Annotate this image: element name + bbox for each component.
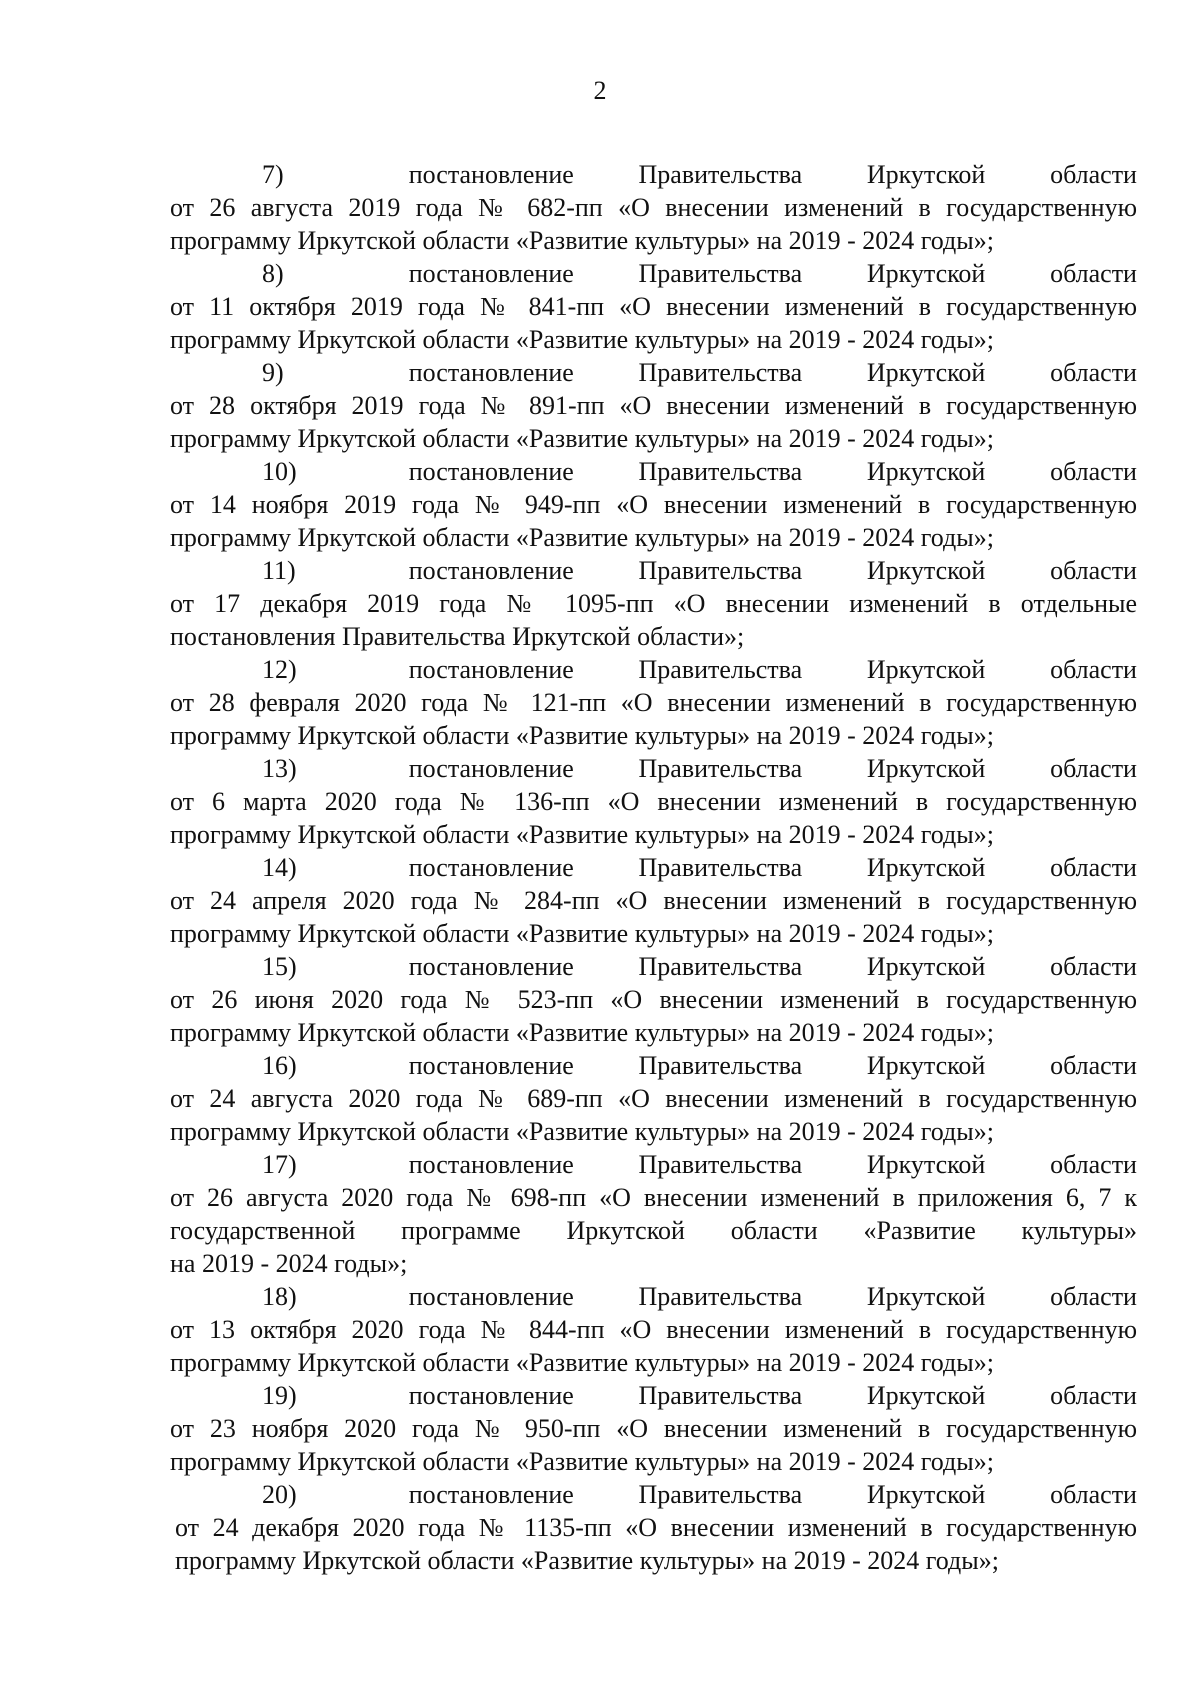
heading-word: Иркутской <box>866 1480 986 1509</box>
item-line: от 6 марта 2020 года № 136-пп «О внесении изменений в государственную <box>170 787 1137 816</box>
heading-word: постановление <box>408 1051 574 1080</box>
item-line: программу Иркутской области «Развитие культуры» на 2019 - 2024 годы»; <box>170 1348 994 1377</box>
list-item <box>170 1049 1137 1148</box>
document-body <box>170 158 1137 1577</box>
item-line: постановления Правительства Иркутской области»; <box>170 622 745 651</box>
list-item <box>170 1379 1137 1478</box>
heading-word: Правительства <box>638 754 803 783</box>
item-number: 7) <box>262 160 284 189</box>
item-line: программу Иркутской области «Развитие культуры» на 2019 - 2024 годы»; <box>170 1018 994 1047</box>
item-line: от 23 ноября 2020 года № 950-пп «О внесении изменений в государственную <box>170 1414 1137 1443</box>
item-line: программу Иркутской области «Развитие культуры» на 2019 - 2024 годы»; <box>170 523 994 552</box>
heading-word: постановление <box>408 754 574 783</box>
item-heading <box>170 851 1137 884</box>
heading-word: области <box>1050 853 1137 882</box>
item-line: программу Иркутской области «Развитие культуры» на 2019 - 2024 годы»; <box>170 721 994 750</box>
list-item <box>170 1280 1137 1379</box>
list-item <box>170 455 1137 554</box>
item-line: программу Иркутской области «Развитие культуры» на 2019 - 2024 годы»; <box>170 1117 994 1146</box>
heading-word: области <box>1050 655 1137 684</box>
list-item <box>170 653 1137 752</box>
heading-word: области <box>1050 1150 1137 1179</box>
heading-word: Правительства <box>638 853 803 882</box>
heading-word: Иркутской <box>866 853 986 882</box>
item-heading <box>170 653 1137 686</box>
heading-word: области <box>1050 1480 1137 1509</box>
item-line: программу Иркутской области «Развитие культуры» на 2019 - 2024 годы»; <box>170 919 994 948</box>
item-line: программу Иркутской области «Развитие культуры» на 2019 - 2024 годы»; <box>170 226 994 255</box>
item-number: 10) <box>262 457 297 486</box>
heading-word: Иркутской <box>866 457 986 486</box>
heading-word: постановление <box>408 1282 574 1311</box>
heading-word: Правительства <box>638 259 803 288</box>
heading-word: постановление <box>408 358 574 387</box>
heading-word: Правительства <box>638 556 803 585</box>
heading-word: постановление <box>408 160 574 189</box>
heading-word: области <box>1050 457 1137 486</box>
list-item <box>170 950 1137 1049</box>
list-item <box>170 158 1137 257</box>
heading-word: Правительства <box>638 1480 803 1509</box>
heading-word: постановление <box>408 1480 574 1509</box>
heading-word: области <box>1050 1381 1137 1410</box>
item-line: на 2019 - 2024 годы»; <box>170 1249 408 1278</box>
item-number: 19) <box>262 1381 297 1410</box>
heading-word: постановление <box>408 1381 574 1410</box>
item-number: 9) <box>262 358 284 387</box>
heading-word: Правительства <box>638 1282 803 1311</box>
heading-word: постановление <box>408 655 574 684</box>
item-line: от 14 ноября 2019 года № 949-пп «О внесении изменений в государственную <box>170 490 1137 519</box>
list-item <box>170 851 1137 950</box>
heading-word: Правительства <box>638 1150 803 1179</box>
heading-word: Иркутской <box>866 1150 986 1179</box>
list-item <box>170 1478 1137 1577</box>
item-line: от 28 февраля 2020 года № 121-пп «О внесении изменений в государственную <box>170 688 1137 717</box>
heading-word: Правительства <box>638 1381 803 1410</box>
item-heading <box>170 1379 1137 1412</box>
item-line: программу Иркутской области «Развитие культуры» на 2019 - 2024 годы»; <box>170 820 994 849</box>
item-number: 16) <box>262 1051 297 1080</box>
item-heading <box>170 455 1137 488</box>
heading-word: Иркутской <box>866 358 986 387</box>
heading-word: Правительства <box>638 358 803 387</box>
item-line: программу Иркутской области «Развитие культуры» на 2019 - 2024 годы»; <box>175 1546 999 1575</box>
item-heading <box>170 1049 1137 1082</box>
heading-word: Иркутской <box>866 1381 986 1410</box>
item-number: 15) <box>262 952 297 981</box>
item-heading <box>170 1280 1137 1313</box>
list-item <box>170 554 1137 653</box>
heading-word: области <box>1050 259 1137 288</box>
list-item <box>170 752 1137 851</box>
item-heading <box>170 158 1137 191</box>
heading-word: постановление <box>408 259 574 288</box>
page-number: 2 <box>593 76 607 105</box>
item-line: программу Иркутской области «Развитие культуры» на 2019 - 2024 годы»; <box>170 325 994 354</box>
heading-word: постановление <box>408 1150 574 1179</box>
heading-word: области <box>1050 1282 1137 1311</box>
item-line: от 28 октября 2019 года № 891-пп «О внесении изменений в государственную <box>170 391 1137 420</box>
item-number: 12) <box>262 655 297 684</box>
heading-word: постановление <box>408 457 574 486</box>
heading-word: области <box>1050 358 1137 387</box>
item-line: от 17 декабря 2019 года № 1095-пп «О внесении изменений в отдельные <box>170 589 1137 618</box>
item-line: от 13 октября 2020 года № 844-пп «О внесении изменений в государственную <box>170 1315 1137 1344</box>
list-item <box>170 356 1137 455</box>
heading-word: Правительства <box>638 160 803 189</box>
item-heading <box>170 950 1137 983</box>
heading-word: области <box>1050 754 1137 783</box>
heading-word: постановление <box>408 853 574 882</box>
heading-word: Иркутской <box>866 655 986 684</box>
item-heading <box>170 356 1137 389</box>
item-line: от 24 августа 2020 года № 689-пп «О внесении изменений в государственную <box>170 1084 1137 1113</box>
item-line: от 26 августа 2019 года № 682-пп «О внесении изменений в государственную <box>170 193 1137 222</box>
item-number: 18) <box>262 1282 297 1311</box>
heading-word: области <box>1050 556 1137 585</box>
item-line: от 26 августа 2020 года № 698-пп «О внесении изменений в приложения 6, 7 к <box>170 1183 1137 1212</box>
heading-word: Иркутской <box>866 754 986 783</box>
item-heading <box>170 1148 1137 1181</box>
heading-word: Иркутской <box>866 259 986 288</box>
item-line: программу Иркутской области «Развитие культуры» на 2019 - 2024 годы»; <box>170 1447 994 1476</box>
heading-word: Иркутской <box>866 1051 986 1080</box>
item-heading <box>170 752 1137 785</box>
heading-word: постановление <box>408 952 574 981</box>
heading-word: области <box>1050 1051 1137 1080</box>
item-line: от 26 июня 2020 года № 523-пп «О внесении изменений в государственную <box>170 985 1137 1014</box>
item-heading <box>170 257 1137 290</box>
item-number: 11) <box>262 556 296 585</box>
item-number: 17) <box>262 1150 297 1179</box>
item-line: программу Иркутской области «Развитие культуры» на 2019 - 2024 годы»; <box>170 424 994 453</box>
heading-word: Иркутской <box>866 1282 986 1311</box>
item-number: 13) <box>262 754 297 783</box>
item-line: от 24 декабря 2020 года № 1135-пп «О внесении изменений в государственную <box>175 1513 1137 1542</box>
heading-word: области <box>1050 160 1137 189</box>
item-number: 14) <box>262 853 297 882</box>
list-item <box>170 257 1137 356</box>
item-line: от 11 октября 2019 года № 841-пп «О внесении изменений в государственную <box>170 292 1137 321</box>
item-number: 8) <box>262 259 284 288</box>
heading-word: Правительства <box>638 1051 803 1080</box>
heading-word: постановление <box>408 556 574 585</box>
item-line: государственной программе Иркутской области «Развитие культуры» <box>170 1216 1137 1245</box>
heading-word: Правительства <box>638 952 803 981</box>
item-line: от 24 апреля 2020 года № 284-пп «О внесении изменений в государственную <box>170 886 1137 915</box>
heading-word: Иркутской <box>866 556 986 585</box>
heading-word: Правительства <box>638 457 803 486</box>
heading-word: Правительства <box>638 655 803 684</box>
heading-word: Иркутской <box>866 952 986 981</box>
list-item <box>170 1148 1137 1280</box>
item-heading <box>170 1478 1137 1511</box>
item-heading <box>170 554 1137 587</box>
heading-word: Иркутской <box>866 160 986 189</box>
item-number: 20) <box>262 1480 297 1509</box>
heading-word: области <box>1050 952 1137 981</box>
